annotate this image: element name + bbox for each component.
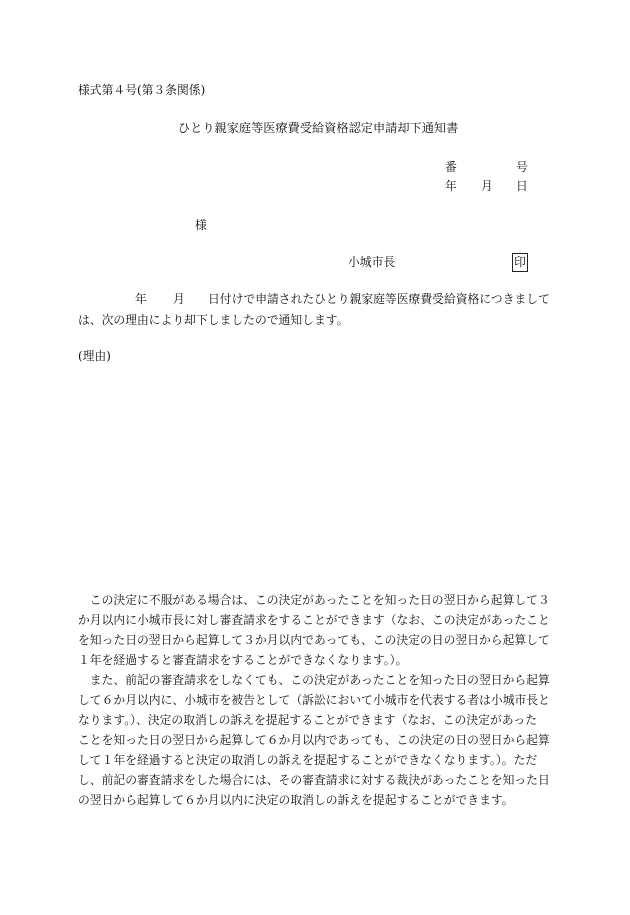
appeal-line: を知った日の翌日から起算して３か月以内であっても、この決定の日の翌日から起算して [78,633,550,647]
appeal-line: ことを知った日の翌日から起算して６か月以内であっても、この決定の日の翌日から起算 [78,733,550,747]
reference-date-month: 月 [481,179,493,193]
reference-date-day: 日 [516,179,528,193]
appeal-line: １年を経過すると審査請求をすることができなくなります。）。 [78,653,408,667]
document-title: ひとり親家庭等医療費受給資格認定申請却下通知書 [178,121,459,135]
appeal-line: して１年を経過すると決定の取消しの訴えを提起することができなくなります。）。ただ [78,753,538,767]
issuer-name: 小城市長 [348,255,396,269]
reference-number-prefix: 番 [445,160,457,174]
appeal-line: この決定に不服がある場合は、この決定があったことを知った日の翌日から起算して３ [78,593,550,607]
appeal-line: なります。）、決定の取消しの訴えを提起することができます（なお、この決定があった [78,713,538,727]
appeal-line: し、前記の審査請求をした場合には、その審査請求に対する裁決があったことを知った日 [78,773,550,787]
appeal-line: して６か月以内に、小城市を被告として（訴訟において小城市を代表する者は小城市長と [78,693,550,707]
appeal-line: の翌日から起算して６か月以内に決定の取消しの訴えを提起することができます。 [78,793,514,807]
notice-date-year: 年 [135,292,147,306]
appeal-line: か月以内に小城市長に対し審査請求をすることができます（なお、この決定があったこと [78,613,550,627]
notice-text-line-2: は、次の理由により却下しましたので通知します。 [78,313,349,327]
appeal-line: また、前記の審査請求をしなくても、この決定があったことを知った日の翌日から起算 [78,673,550,687]
notice-text-line-1: 日付けで申請されたひとり親家庭等医療費受給資格につきまして [208,292,550,306]
addressee-honorific: 様 [195,218,207,232]
notice-date-month: 月 [173,292,185,306]
reference-number-suffix: 号 [516,160,528,174]
seal-stamp: 印 [512,253,528,272]
appeal-instructions [78,590,558,810]
reason-label: (理由) [78,349,111,363]
form-number: 様式第４号(第３条関係) [78,83,206,97]
reference-date-year: 年 [445,179,457,193]
